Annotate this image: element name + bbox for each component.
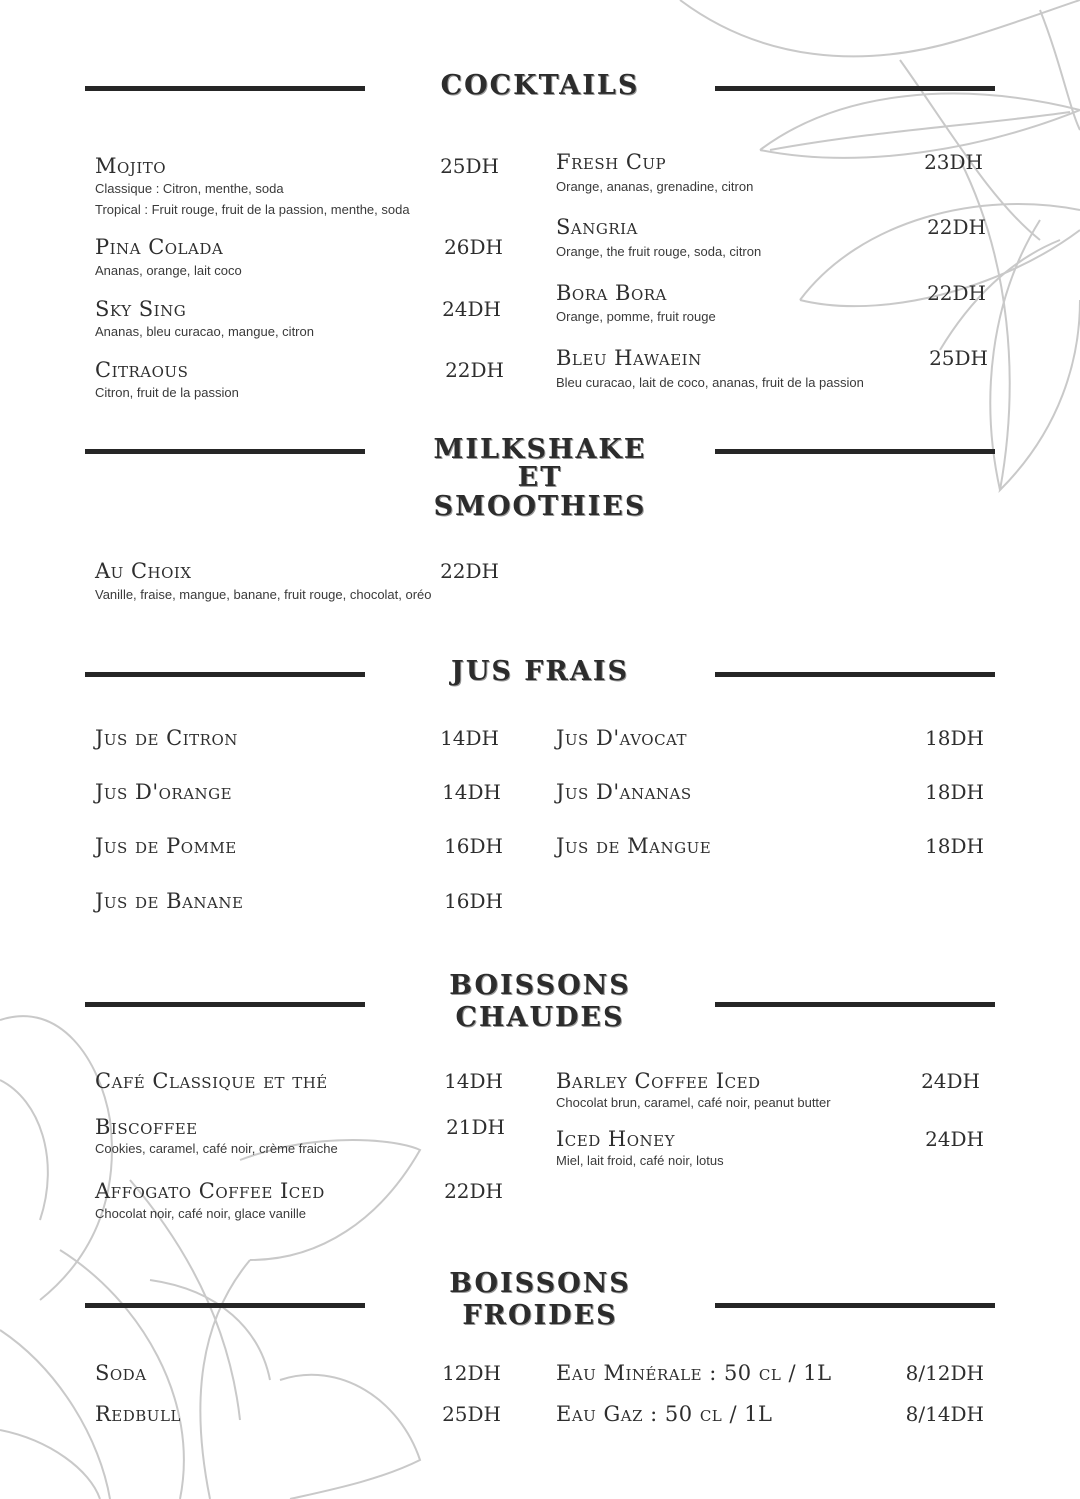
item-name: Café Classique et thé xyxy=(95,1069,328,1093)
item-name: Eau Gaz : 50 cl / 1L xyxy=(556,1402,773,1426)
item-price: 18DH xyxy=(925,726,984,750)
section-title-jus-frais xyxy=(365,658,715,686)
section-rule-right xyxy=(715,672,995,677)
section-title-line: BOISSONS xyxy=(449,1268,631,1299)
section-rule-left xyxy=(85,1002,365,1007)
section-rule-right xyxy=(715,1002,995,1007)
section-rule-left xyxy=(85,1303,365,1308)
item-price: 14DH xyxy=(440,726,499,750)
section-title-line: SMOOTHIES xyxy=(433,490,647,522)
item-description: Tropical : Fruit rouge, fruit de la passion, menthe, soda xyxy=(95,202,410,217)
item-price: 25DH xyxy=(440,154,499,178)
item-price: 21DH xyxy=(446,1115,505,1139)
item-price: 16DH xyxy=(444,834,503,858)
item-name: Eau Minérale : 50 cl / 1L xyxy=(556,1361,832,1385)
item-price: 25DH xyxy=(929,346,988,370)
item-name: Affogato Coffee Iced xyxy=(95,1179,325,1203)
item-name: Citraous xyxy=(95,358,189,382)
item-price: 14DH xyxy=(444,1069,503,1093)
item-name: Redbull xyxy=(95,1402,181,1426)
item-name: Sangria xyxy=(556,215,638,239)
item-name: Jus de Pomme xyxy=(95,834,237,858)
item-price: 8/12DH xyxy=(905,1361,984,1385)
item-name: Au Choix xyxy=(95,559,192,583)
item-description: Orange, ananas, grenadine, citron xyxy=(556,179,754,194)
item-price: 12DH xyxy=(442,1361,501,1385)
section-rule-left xyxy=(85,86,365,91)
item-price: 24DH xyxy=(925,1127,984,1151)
item-price: 22DH xyxy=(440,559,499,583)
item-price: 25DH xyxy=(442,1402,501,1426)
item-description: Chocolat noir, café noir, glace vanille xyxy=(95,1206,307,1221)
item-price: 24DH xyxy=(442,297,501,321)
section-title-milkshake xyxy=(365,436,715,521)
item-name: Barley Coffee Iced xyxy=(556,1069,761,1093)
item-name: Fresh Cup xyxy=(556,150,667,174)
item-description: Ananas, orange, lait coco xyxy=(95,263,242,278)
item-description: Miel, lait froid, café noir, lotus xyxy=(556,1153,724,1168)
section-title-cocktails xyxy=(365,72,715,100)
item-description: Citron, fruit de la passion xyxy=(95,385,239,400)
item-description: Ananas, bleu curacao, mangue, citron xyxy=(95,324,314,339)
item-price: 23DH xyxy=(924,150,983,174)
section-title-line: JUS FRAIS xyxy=(451,656,629,687)
item-price: 18DH xyxy=(925,834,984,858)
item-price: 14DH xyxy=(442,780,501,804)
section-title-line: FROIDES xyxy=(462,1300,618,1332)
item-price: 22DH xyxy=(927,281,986,305)
item-name: Bora Bora xyxy=(556,281,667,305)
item-name: Bleu Hawaein xyxy=(556,346,702,370)
item-name: Biscoffee xyxy=(95,1115,198,1139)
section-rule-right xyxy=(715,1303,995,1308)
item-name: Iced Honey xyxy=(556,1127,676,1151)
item-description: Cookies, caramel, café noir, crème fraiche xyxy=(95,1141,338,1156)
section-rule-left xyxy=(85,449,365,454)
item-name: Pina Colada xyxy=(95,235,224,259)
section-rule-right xyxy=(715,449,995,454)
item-description: Classique : Citron, menthe, soda xyxy=(95,181,284,196)
item-name: Jus D'avocat xyxy=(556,726,688,750)
item-price: 22DH xyxy=(927,215,986,239)
item-description: Bleu curacao, lait de coco, ananas, fruit de la passion xyxy=(556,375,864,390)
section-rule-right xyxy=(715,86,995,91)
item-name: Jus de Banane xyxy=(95,889,244,913)
item-name: Jus de Mangue xyxy=(556,834,712,858)
item-description: Vanille, fraise, mangue, banane, fruit rouge, chocolat, oréo xyxy=(95,587,432,602)
item-description: Orange, pomme, fruit rouge xyxy=(556,309,716,324)
item-name: Jus D'orange xyxy=(95,780,233,804)
section-title-line: CHAUDES xyxy=(455,1002,625,1034)
section-title-line: BOISSONS xyxy=(449,970,631,1001)
item-price: 26DH xyxy=(444,235,503,259)
item-name: Sky Sing xyxy=(95,297,187,321)
section-title-boissons-froides xyxy=(365,1268,715,1333)
item-name: Jus de Citron xyxy=(95,726,238,750)
item-price: 18DH xyxy=(925,780,984,804)
item-price: 24DH xyxy=(921,1069,980,1093)
item-name: Jus D'ananas xyxy=(556,780,692,804)
item-price: 16DH xyxy=(444,889,503,913)
section-rule-left xyxy=(85,672,365,677)
item-description: Chocolat brun, caramel, café noir, peanut butter xyxy=(556,1095,831,1110)
item-price: 22DH xyxy=(445,358,504,382)
item-description: Orange, the fruit rouge, soda, citron xyxy=(556,244,762,259)
item-price: 22DH xyxy=(444,1179,503,1203)
section-title-line: MILKSHAKE xyxy=(433,434,647,465)
item-name: Mojito xyxy=(95,154,167,178)
section-title-boissons-chaudes xyxy=(365,970,715,1035)
item-name: Soda xyxy=(95,1361,147,1385)
section-title-line: COCKTAILS xyxy=(440,70,640,101)
section-title-line: ET xyxy=(517,462,563,494)
item-price: 8/14DH xyxy=(905,1402,984,1426)
